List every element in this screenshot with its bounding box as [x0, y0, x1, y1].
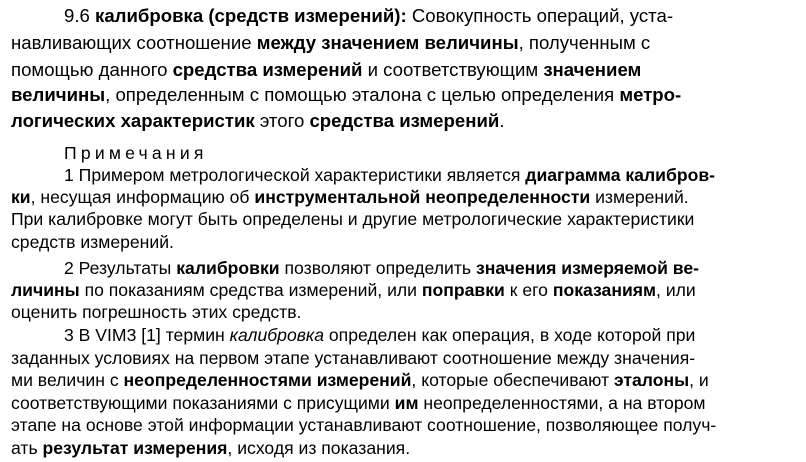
text-run: , несущая информацию об [30, 187, 255, 207]
text-run: к его [504, 280, 553, 300]
note-line-7 [11, 300, 301, 324]
text-run: 3 В VIM3 [1] термин [64, 325, 230, 345]
text-run: , исходя из показания. [227, 438, 411, 458]
note-line-12 [11, 413, 716, 437]
definition-line-5 [11, 109, 504, 133]
note-line-1 [64, 163, 715, 187]
bold-term: неопределенностями измерений [123, 370, 412, 390]
bold-term: личины [11, 280, 80, 300]
bold-term: эталоны [613, 370, 690, 390]
bold-term: калибровки [176, 258, 280, 278]
bold-term: значения измеряемой ве- [475, 258, 699, 278]
bold-term: поправки [421, 280, 505, 300]
text-run: , которые обеспечивают [411, 370, 614, 390]
text-run: Совокупность операций, уста- [406, 5, 674, 26]
bold-term: показаниям [552, 280, 657, 300]
note-line-8 [64, 323, 695, 347]
bold-term: результат измерения [42, 438, 228, 458]
text-run: При калибровке могут быть определены и другие метрологические характеристики [11, 209, 695, 229]
text-run: помощью данного [11, 59, 173, 80]
bold-term: калибровка (средств измерений): [95, 5, 407, 26]
text-run: оценить погрешность этих средств. [11, 302, 302, 322]
text-run: определен как операция, в ходе которой при [324, 325, 696, 345]
note-line-6 [11, 278, 696, 302]
text-run: 9.6 [64, 5, 96, 26]
text-run: . [499, 110, 505, 131]
note-line-4 [11, 230, 174, 254]
bold-term: логических характеристик [11, 110, 255, 131]
text-run: этапе на основе этой информации устанавливают соотношение, позволяющее получ- [11, 415, 717, 435]
text-run: 2 Результаты [64, 258, 177, 278]
text-run: измерений. [590, 187, 689, 207]
bold-term: средства измерений [309, 110, 500, 131]
bold-term: между значением величины [256, 32, 519, 53]
note-line-2 [11, 185, 689, 209]
text-run: ать [11, 438, 43, 458]
note-line-11 [11, 391, 706, 415]
text-run: навливающих соотношение [11, 32, 257, 53]
text-run: по показаниям средства измерений, или [79, 280, 422, 300]
note-line-3 [11, 207, 694, 231]
text-run: соответствующими показаниями с присущими [11, 393, 395, 413]
text-run: , полученным с [518, 32, 651, 53]
bold-term: инструментальной неопределенности [254, 187, 591, 207]
bold-term: диаграмма калибров- [525, 165, 715, 185]
bold-term: величины [11, 84, 106, 105]
text-run: , и [689, 370, 709, 390]
definition-line-4 [11, 83, 681, 107]
bold-term: им [394, 393, 419, 413]
bold-term: ки [11, 187, 31, 207]
text-run: 1 Примером метрологической характеристики является [64, 165, 526, 185]
definition-line-3 [11, 58, 641, 82]
text-run: неопределенностями, а на втором [418, 393, 706, 413]
note-line-10 [11, 368, 709, 392]
text-run: этого [254, 110, 310, 131]
text-run: заданных условиях на первом этапе устанавливают соотношение между значения- [11, 348, 696, 368]
note-line-9 [11, 346, 695, 370]
bold-term: значением [543, 59, 642, 80]
bold-term: метро- [619, 84, 682, 105]
italic-term: калибровка [229, 325, 324, 345]
note-line-5 [64, 256, 699, 280]
notes-title: Примечания [64, 143, 208, 163]
text-run: ми величин с [11, 370, 124, 390]
text-run: средств измерений. [11, 232, 174, 252]
note-line-13 [11, 436, 410, 460]
text-run: и соответствующим [362, 59, 544, 80]
definition-line-1 [64, 4, 673, 28]
text-run: позволяют определить [279, 258, 476, 278]
definition-line-2 [11, 31, 650, 55]
text-run: , или [656, 280, 696, 300]
bold-term: средства измерений [172, 59, 363, 80]
text-run: , определенным с помощью эталона с целью определения [105, 84, 620, 105]
